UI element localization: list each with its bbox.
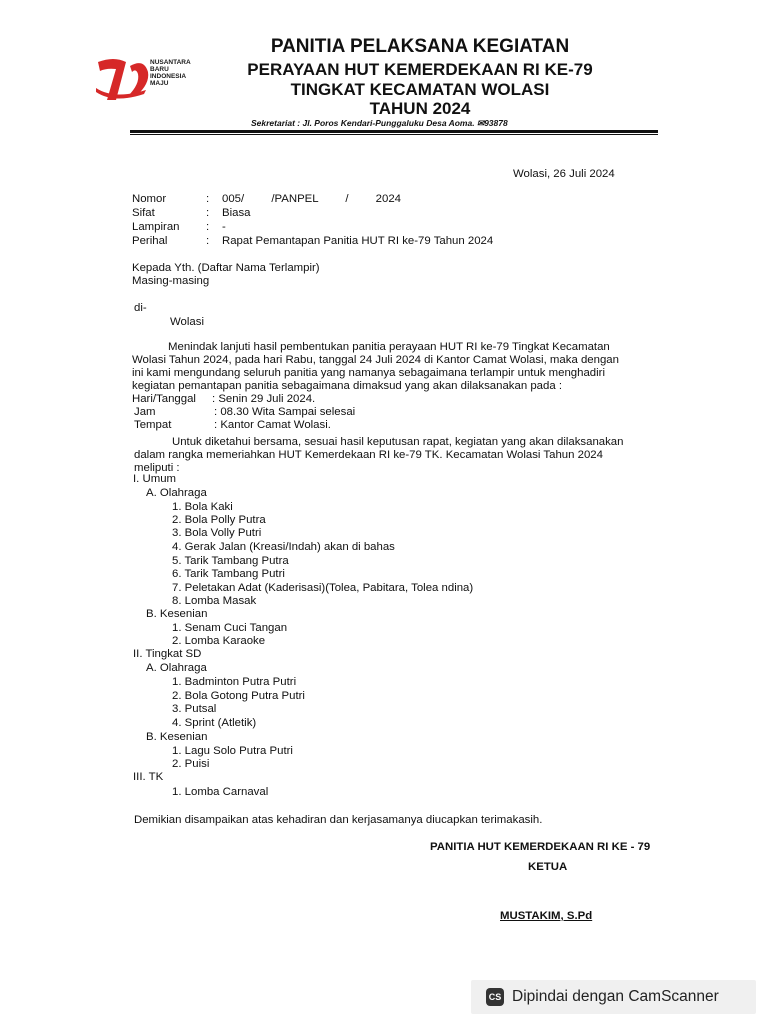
list-item: 5. Tarik Tambang Putra	[172, 555, 289, 567]
list-item: 2. Bola Polly Putra	[172, 514, 266, 526]
list-item: 3. Putsal	[172, 703, 217, 715]
header-line-3: TINGKAT KECAMATAN WOLASI	[290, 80, 550, 99]
schedule-day-label: Hari/Tanggal	[132, 393, 196, 405]
list-item: 2. Lomba Karaoke	[172, 635, 266, 647]
camscanner-icon: CS	[486, 988, 504, 1006]
sifat-value: Biasa	[222, 207, 251, 219]
header-rule-thick	[130, 130, 658, 133]
header-line-2: PERAYAAN HUT KEMERDEKAAN RI KE-79	[247, 60, 593, 79]
body-p1-line-2: Wolasi Tahun 2024, pada hari Rabu, tanggal 24 Juli 2024 di Kantor Camat Wolasi, maka dengan	[132, 354, 619, 366]
lampiran-label: Lampiran	[132, 221, 180, 233]
secretariat-address: Sekretariat : Jl. Poros Kendari-Punggaluku Desa Aoma. ✉93878	[251, 118, 508, 128]
body-p1-line-4: kegiatan pemantapan panitia sebagaimana dimaksud yang akan dilaksanakan pada :	[132, 380, 562, 392]
schedule-place-value: : Kantor Camat Wolasi.	[214, 419, 331, 431]
list-item: 8. Lomba Masak	[172, 595, 257, 607]
sifat-label: Sifat	[132, 207, 155, 219]
list-item: 1. Lagu Solo Putra Putri	[172, 745, 293, 757]
schedule-place-label: Tempat	[134, 419, 172, 431]
camscanner-text: Dipindai dengan CamScanner	[512, 988, 719, 1005]
lampiran-colon: :	[206, 221, 210, 233]
perihal-colon: :	[206, 235, 210, 247]
list-umum-kesenian: B. Kesenian	[146, 608, 208, 620]
list-sd-kesenian: B. Kesenian	[146, 731, 208, 743]
body-p1-line-1: Menindak lanjuti hasil pembentukan panitia perayaan HUT RI ke-79 Tingkat Kecamatan	[168, 341, 610, 353]
list-sd-olahraga: A. Olahraga	[146, 662, 207, 674]
header-line-4: TAHUN 2024	[369, 99, 471, 118]
body-p2-line-1: Untuk diketahui bersama, sesuai hasil keputusan rapat, kegiatan yang akan dilaksanakan	[172, 436, 624, 448]
schedule-day-value: : Senin 29 Juli 2024.	[212, 393, 316, 405]
list-item: 1. Bola Kaki	[172, 501, 233, 513]
header-rule-thin	[130, 134, 658, 135]
recipient-place: Wolasi	[170, 316, 204, 328]
camscanner-watermark	[471, 980, 756, 1014]
list-section-tk: III. TK	[133, 771, 164, 783]
list-item: 1. Lomba Carnaval	[172, 786, 269, 798]
list-item: 2. Puisi	[172, 758, 210, 770]
list-section-sd: II. Tingkat SD	[133, 648, 202, 660]
body-p2-line-3: meliputi :	[134, 462, 180, 474]
header-line-1: PANITIA PELAKSANA KEGIATAN	[270, 36, 570, 57]
list-item: 3. Bola Volly Putri	[172, 527, 262, 539]
body-p1-line-3: ini kami mengundang seluruh panitia yang namanya sebagaimana terlampir untuk menghadiri	[132, 367, 605, 379]
schedule-time-value: : 08.30 Wita Sampai selesai	[214, 406, 356, 418]
letter-date: Wolasi, 26 Juli 2024	[513, 168, 615, 180]
nomor-value: 005/ /PANPEL / 2024	[222, 193, 402, 205]
list-item: 7. Peletakan Adat (Kaderisasi)(Tolea, Pabitara, Tolea ndina)	[172, 582, 474, 594]
perihal-label: Perihal	[132, 235, 168, 247]
recipient-line-2: Masing-masing	[132, 275, 210, 287]
list-item: 2. Bola Gotong Putra Putri	[172, 690, 305, 702]
closing-text: Demikian disampaikan atas kehadiran dan kerjasamanya diucapkan terimakasih.	[134, 814, 543, 826]
lampiran-value: -	[222, 221, 226, 233]
list-item: 4. Gerak Jalan (Kreasi/Indah) akan di bahas	[172, 541, 395, 553]
sifat-colon: :	[206, 207, 210, 219]
schedule-time-label: Jam	[134, 406, 156, 418]
list-section-umum: I. Umum	[133, 473, 177, 485]
logo-text: NUSANTARA BARU INDONESIA MAJU	[150, 59, 191, 87]
recipient-line-1: Kepada Yth. (Daftar Nama Terlampir)	[132, 262, 320, 274]
signature-org: PANITIA HUT KEMERDEKAAN RI KE - 79	[430, 841, 651, 853]
list-item: 4. Sprint (Atletik)	[172, 717, 257, 729]
list-item: 1. Senam Cuci Tangan	[172, 622, 288, 634]
list-umum-olahraga: A. Olahraga	[146, 487, 207, 499]
recipient-di: di-	[134, 302, 147, 314]
list-item: 1. Badminton Putra Putri	[172, 676, 297, 688]
signature-role: KETUA	[528, 861, 568, 873]
nomor-label: Nomor	[132, 193, 167, 205]
list-item: 6. Tarik Tambang Putri	[172, 568, 285, 580]
body-p2-line-2: dalam rangka memeriahkan HUT Kemerdekaan RI ke-79 TK. Kecamatan Wolasi Tahun 2024	[134, 449, 603, 461]
signature-name: MUSTAKIM, S.Pd	[500, 910, 593, 922]
nomor-colon: :	[206, 193, 210, 205]
perihal-value: Rapat Pemantapan Panitia HUT RI ke-79 Tahun 2024	[222, 235, 494, 247]
